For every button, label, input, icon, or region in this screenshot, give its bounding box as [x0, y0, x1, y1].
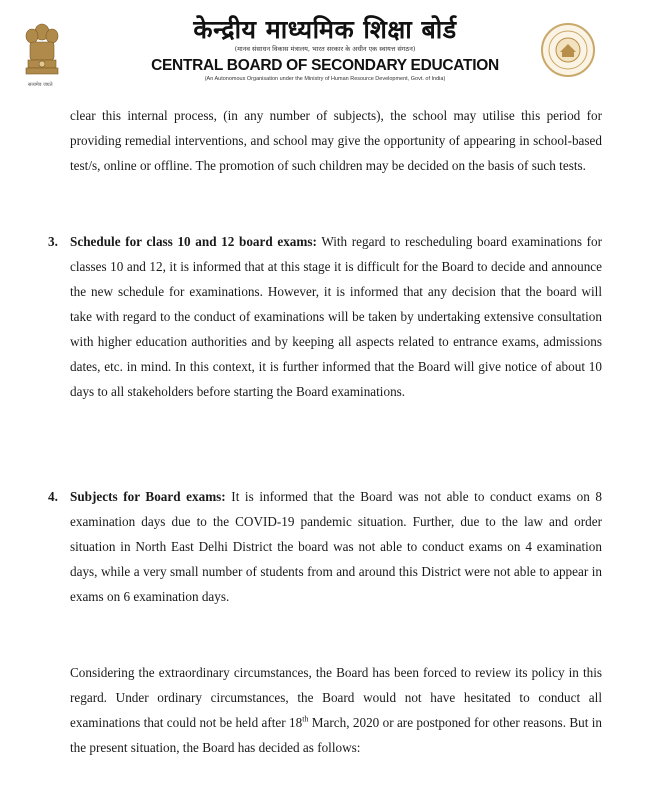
ordinal-suffix: th: [302, 714, 309, 724]
item-text: It is informed that the Board was not able to conduct exams on 8 examination days due to the COVID-19 pandemic situation. Further, due to the law and order situation in North East Delhi District the board was not able to conduct exams on 4 examination days, while a very small number of students from and around this District were not able to appear in exams on 6 examination days.: [70, 489, 602, 604]
intro-paragraph: clear this internal process, (in any number of subjects), the school may utilise this period for providing remedial interventions, and school may give the opportunity of appearing in school-based test/s, online or offline. The promotion of such children may be decided on the basis of such tests.: [70, 108, 602, 173]
decision-paragraph: [70, 660, 602, 760]
hindi-subtitle: (मानव संसाधन विकास मंत्रालय, भारत सरकार के अधीन एक स्वायत्त संगठन): [234, 45, 416, 53]
paragraph-text-before: Considering the extraordinary circumstances, the Board has been forced to review its policy in this regard. Under ordinary circumstances, the Board would not have hesitated to conduct all examinations that could not be held after 18: [70, 665, 602, 730]
english-title: CENTRAL BOARD OF SECONDARY EDUCATION: [151, 57, 499, 74]
item-heading: Schedule for class 10 and 12 board exams:: [70, 234, 317, 249]
item-heading: Subjects for Board exams:: [70, 489, 226, 504]
list-item-3: [48, 229, 603, 404]
list-item-4: [48, 484, 602, 609]
item-number: 4.: [48, 489, 58, 504]
english-subtitle: (An Autonomous Organisation under the Ministry of Human Resource Development, Govt. of India): [204, 76, 446, 82]
cbse-seal-icon: [540, 22, 596, 78]
letterhead: [0, 0, 650, 96]
emblem-caption: सत्यमेव जयते: [28, 82, 53, 88]
paragraph-text-after: March, 2020 or are postponed for other reasons. But in the present situation, the Board has decided as follows:: [70, 715, 603, 755]
item-text: With regard to rescheduling board examinations for classes 10 and 12, it is informed that at this stage it is difficult for the Board to decide and announce the new schedule for examinations. However, it is informed that any decision that the board will take with regard to the conduct of examinations will be taken by undertaking extensive consultation with higher education authorities and by keeping all aspects related to entrance exams, admissions dates, etc. in mind. In this context, it is further informed that the Board will give notice of about 10 days to all stakeholders before starting the Board examinations.: [70, 234, 603, 399]
hindi-title: केन्द्रीय माध्यमिक शिक्षा बोर्ड: [193, 15, 457, 44]
item-number: 3.: [48, 234, 58, 249]
